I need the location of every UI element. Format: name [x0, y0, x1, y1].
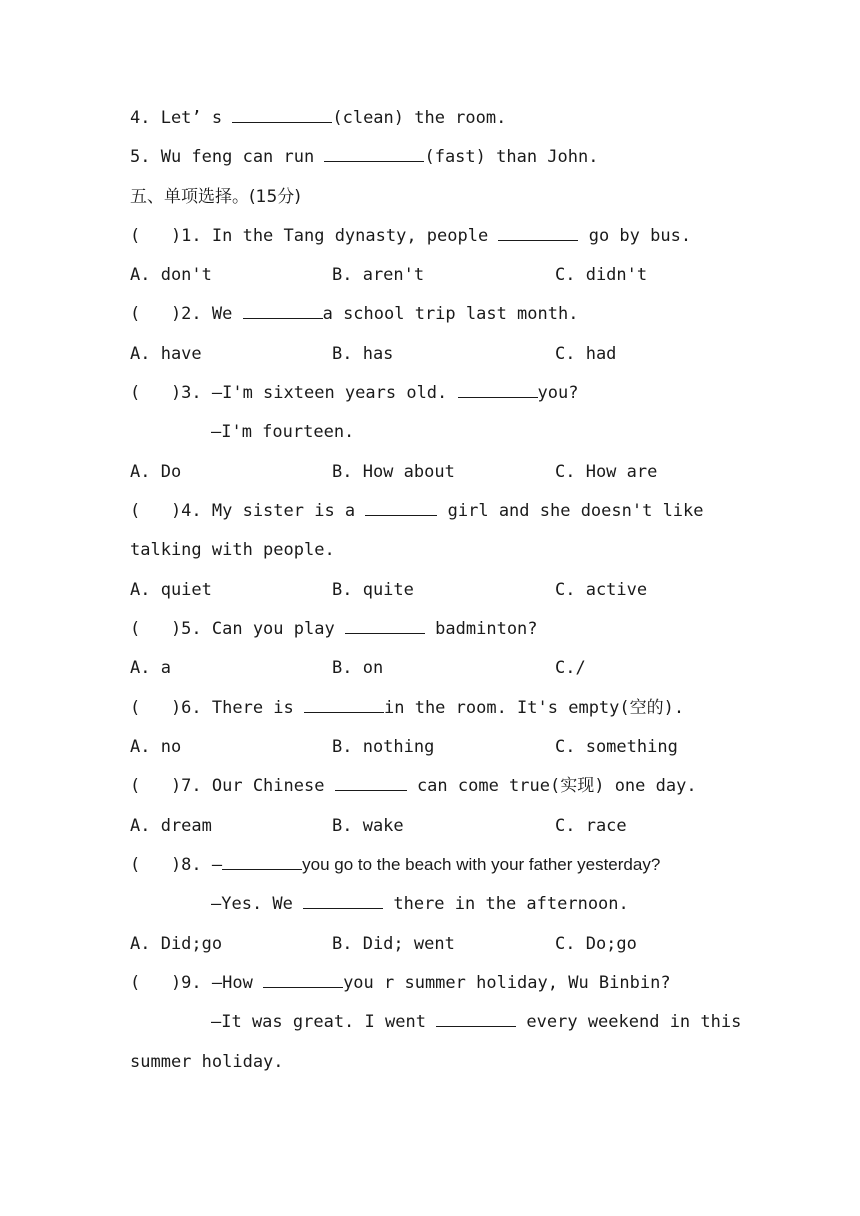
q7-text-b: can come true(实现) one day. [406, 776, 697, 796]
fill-question-4 [130, 107, 506, 129]
q9-continuation: summer holiday. [130, 1052, 284, 1072]
q3-reply: —I'm fourteen. [211, 422, 355, 442]
q5mc-option-b: B. on [332, 658, 384, 678]
q5mc-text-a: ( )5. Can you play [130, 619, 345, 639]
mc-question-6 [130, 697, 684, 719]
q4mc-continuation: talking with people. [130, 540, 335, 560]
q4-text-a: 4. Let’ s [130, 108, 233, 128]
mc-question-5 [130, 618, 538, 640]
q8-reply-blank [303, 893, 383, 909]
q9-reply-b: every weekend in this [516, 1012, 742, 1032]
q9-reply [211, 1011, 741, 1033]
mc-question-3 [130, 382, 578, 404]
q5-blank [324, 146, 424, 162]
q5-text-b: (fast) than John. [424, 147, 599, 167]
q1-text-b: go by bus. [578, 226, 692, 246]
mc-question-1 [130, 225, 691, 247]
q9-text-a: ( )9. —How [130, 973, 264, 993]
q9-reply-blank [436, 1011, 516, 1027]
q3-option-c: C. How are [555, 462, 658, 482]
mc-question-4 [130, 500, 704, 522]
q9-blank [263, 972, 343, 988]
q4mc-option-b: B. quite [332, 580, 414, 600]
q2-blank [243, 303, 323, 319]
q7-option-c: C. race [555, 816, 627, 836]
q5mc-blank [345, 618, 425, 634]
q6-option-a: A. no [130, 737, 182, 757]
q8-option-b: B. Did; went [332, 934, 455, 954]
q8-text-a: ( )8. — [130, 855, 223, 875]
q6-blank [304, 697, 384, 713]
q1-option-c: C. didn't [555, 265, 648, 285]
mc-question-8 [130, 854, 660, 876]
section-heading: 五、单项选择。(15分) [130, 187, 301, 207]
q8-option-a: A. Did;go [130, 934, 223, 954]
q7-option-b: B. wake [332, 816, 404, 836]
q8-reply-b: there in the afternoon. [383, 894, 629, 914]
q9-reply-a: —It was great. I went [211, 1012, 437, 1032]
q8-reply [211, 893, 629, 915]
q4mc-text-b: girl and she doesn't like [437, 501, 704, 521]
q8-text-b: you go to the beach with your father yesterday? [302, 855, 661, 874]
q4mc-option-c: C. active [555, 580, 648, 600]
q4mc-text-a: ( )4. My sister is a [130, 501, 366, 521]
q8-option-c: C. Do;go [555, 934, 637, 954]
q8-blank [222, 854, 302, 870]
q2-option-b: B. has [332, 344, 394, 364]
q5mc-option-a: A. a [130, 658, 171, 678]
q1-option-a: A. don't [130, 265, 212, 285]
q3-text-a: ( )3. —I'm sixteen years old. [130, 383, 458, 403]
fill-question-5 [130, 146, 598, 168]
q6-option-b: B. nothing [332, 737, 435, 757]
mc-question-9 [130, 972, 671, 994]
q7-blank [335, 775, 407, 791]
q6-text-a: ( )6. There is [130, 698, 304, 718]
q7-text-a: ( )7. Our Chinese [130, 776, 335, 796]
q4mc-blank [365, 500, 437, 516]
q8-reply-a: —Yes. We [211, 894, 304, 914]
q2-text-b: a school trip last month. [322, 304, 579, 324]
q3-option-a: A. Do [130, 462, 182, 482]
q3-blank [458, 382, 538, 398]
mc-question-7 [130, 775, 697, 797]
q1-blank [498, 225, 578, 241]
q2-text-a: ( )2. We [130, 304, 243, 324]
q4mc-option-a: A. quiet [130, 580, 212, 600]
q5mc-text-b: badminton? [424, 619, 538, 639]
q7-option-a: A. dream [130, 816, 212, 836]
q9-text-b: you r summer holiday, Wu Binbin? [343, 973, 671, 993]
q6-text-b: in the room. It's empty(空的). [384, 698, 685, 718]
q3-option-b: B. How about [332, 462, 455, 482]
q1-text-a: ( )1. In the Tang dynasty, people [130, 226, 499, 246]
q5-text-a: 5. Wu feng can run [130, 147, 325, 167]
mc-question-2 [130, 303, 578, 325]
q2-option-a: A. have [130, 344, 202, 364]
q6-option-c: C. something [555, 737, 678, 757]
q5mc-option-c: C./ [555, 658, 586, 678]
q4-blank [232, 107, 332, 123]
q2-option-c: C. had [555, 344, 617, 364]
q1-option-b: B. aren't [332, 265, 425, 285]
q3-text-b: you? [537, 383, 579, 403]
q4-text-b: (clean) the room. [332, 108, 507, 128]
